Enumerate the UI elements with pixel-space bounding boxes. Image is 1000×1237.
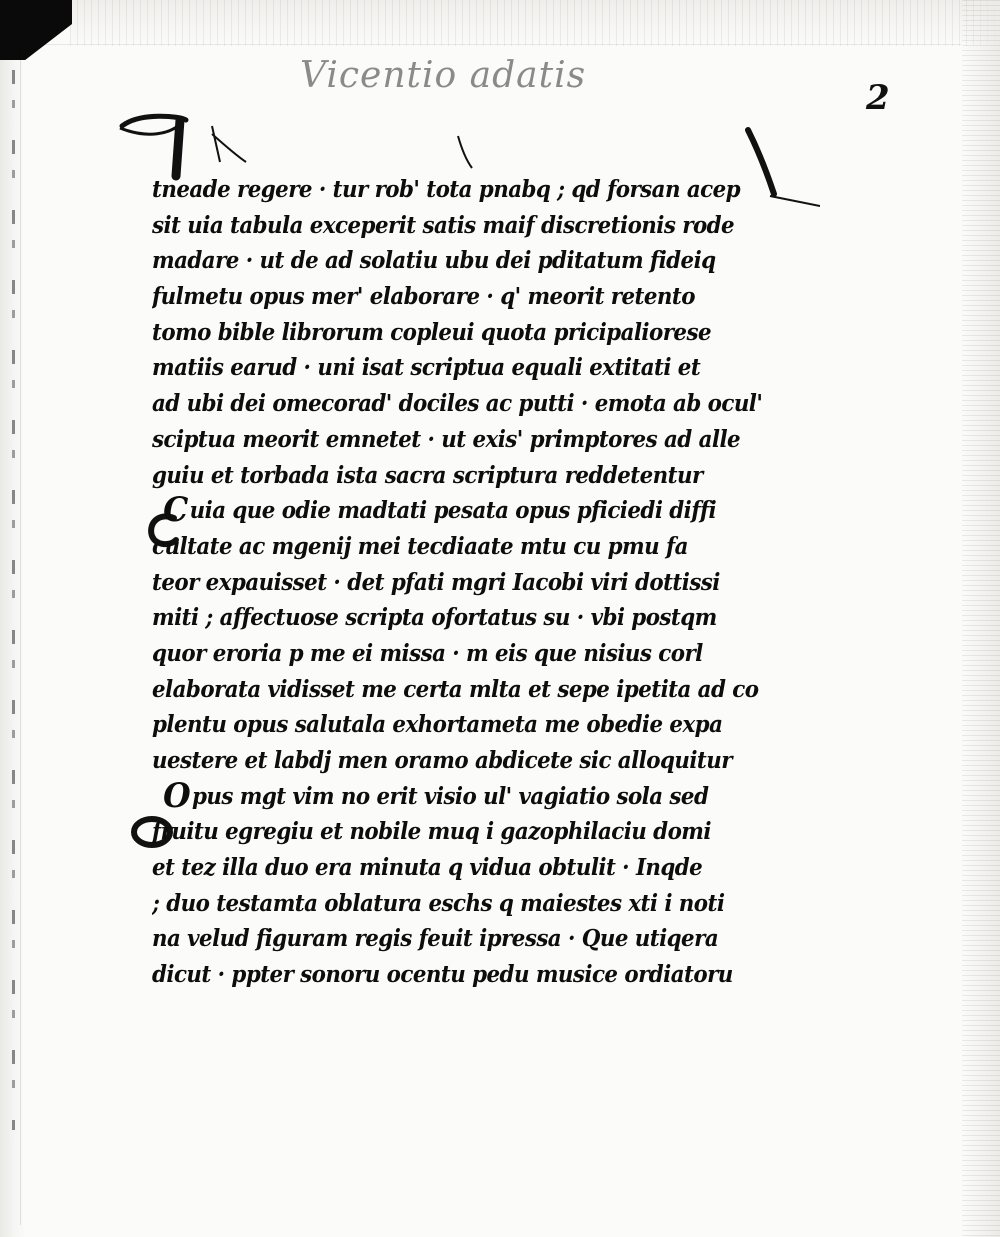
text-line-13: miti ; affectuose scripta ofortatus su · vbi postqm (152, 604, 717, 632)
text-line-23: dicut · ppter sonoru ocentu pedu musice ordiatoru (152, 961, 733, 989)
text-line-9: guiu et torbada ista sacra scriptura reddetentur (152, 461, 703, 489)
text-line-19: fruitu egregiu et nobile muq i gazophilaciu domi (152, 818, 711, 846)
text-line-16: plentu opus salutala exhortameta me obedie expa (152, 711, 723, 739)
text-line-2: sit uia tabula exceperit satis maif discretionis rode (152, 211, 735, 239)
text-line-3: madare · ut de ad solatiu ubu dei pditatum fideiq (152, 247, 716, 275)
text-line-22: na velud figuram regis feuit ipressa · Que utiqera (152, 925, 719, 953)
initial-o: O (163, 778, 191, 815)
text-line-6: matiis earud · uni isat scriptua equali extitati et (152, 354, 701, 382)
initial-c: C (163, 493, 188, 529)
text-line-8: sciptua meorit emnetet · ut exis' primptores ad alle (152, 425, 741, 453)
manuscript-text (152, 172, 842, 993)
text-line-15: elaborata vidisset me certa mlta et sepe ipetita ad co (152, 675, 759, 703)
text-line-20: et tez illa duo era minuta q vidua obtulit · Inqde (152, 854, 703, 882)
running-head: Vicentio adatis (300, 55, 587, 96)
text-line-4: fulmetu opus mer' elaborare · q' meorit retento (152, 283, 695, 311)
folio-number: 2 (866, 78, 890, 118)
text-line-10 (152, 493, 794, 529)
scan-right-edge (962, 0, 1000, 1237)
text-line-17: uestere et labdj men oramo abdicete sic alloquitur (152, 747, 732, 774)
text-line-21: ; duo testamta oblatura eschs q maiestes xti i noti (152, 889, 725, 917)
text-line-12: teor expauisset · det pfati mgri Iacobi viri dottissi (152, 568, 720, 596)
text-line-5: tomo bible librorum copleui quota pricipaliorese (152, 318, 712, 346)
text-line-10-body: uia que odie madtati pesata opus pficiedi diffi (189, 497, 717, 525)
text-line-1: tneade regere · tur rob' tota pnabq ; qd forsan acep (152, 176, 741, 203)
text-line-18-body: pus mgt vim no erit visio ul' vagiatio sola sed (192, 782, 709, 810)
text-line-11: cultate ac mgenij mei tecdiaate mtu cu pmu fa (152, 532, 688, 560)
text-line-18 (152, 779, 794, 815)
text-line-7: ad ubi dei omecorad' dociles ac putti · emota ab ocul' (152, 390, 763, 418)
text-line-14: quor eroria p me ei missa · m eis que nisius corl (152, 639, 703, 667)
